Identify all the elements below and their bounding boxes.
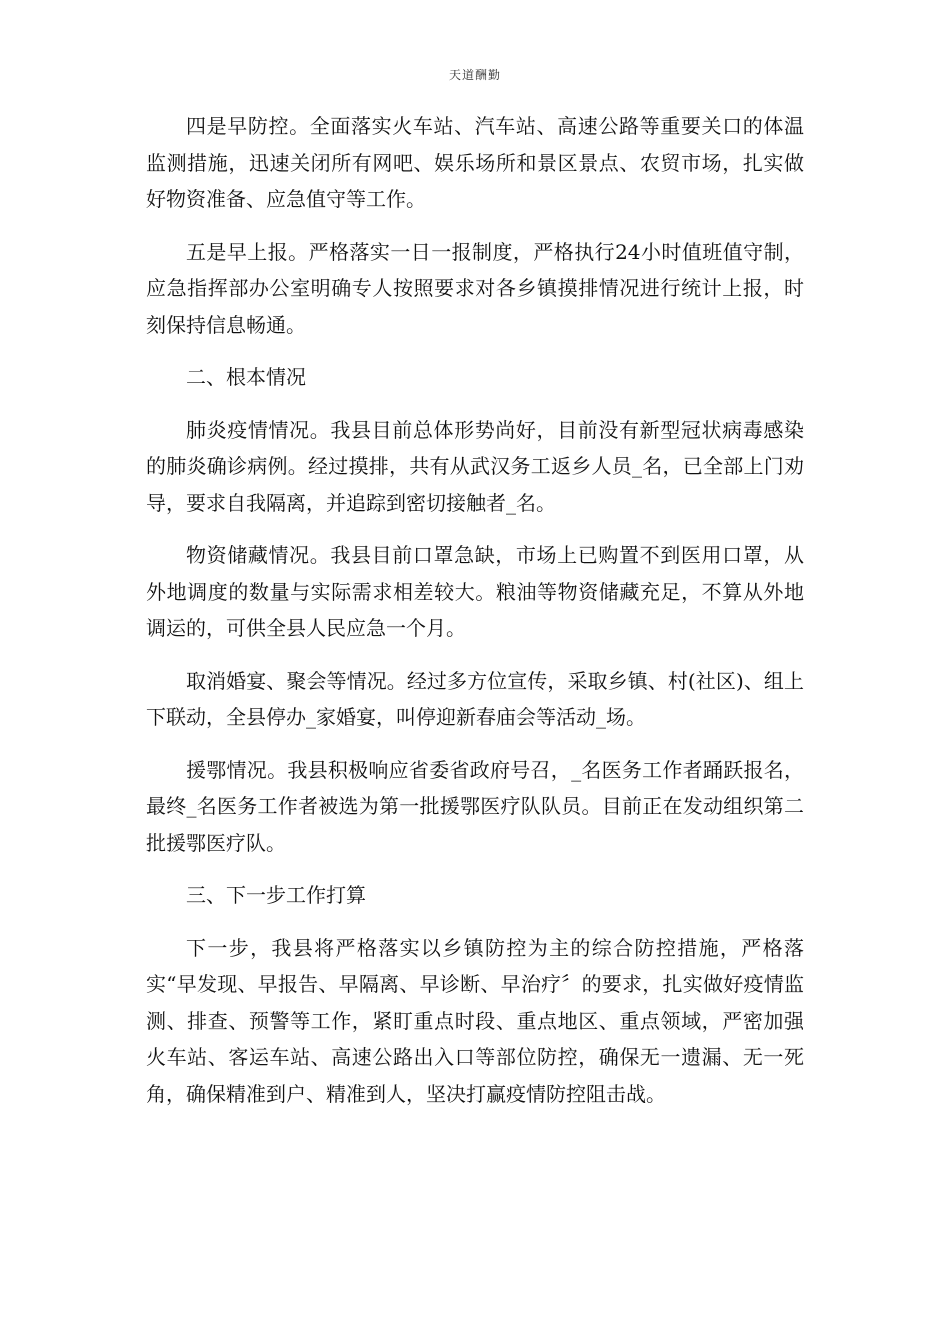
paragraph-next-step-plan: 下一步，我县将严格落实以乡镇防控为主的综合防控措施，严格落实“早发现、早报告、早隔离、早诊断、早治疗〞的要求，扎实做好疫情监测、排查、预警等工作，紧盯重点时段、重点地区、重点领域，严密加强火车站、客运车站、高速公路出入口等部位防控，确保无一遗漏、无一死角，确保精准到户、精准到人，坚决打赢疫情防控阻击战。 [146, 935, 804, 1106]
paragraph-cancel-banquets: 取消婚宴、聚会等情况。经过多方位宣传，采取乡镇、村(社区)、组上下联动，全县停办_家婚宴，叫停迎新春庙会等活动_场。 [146, 668, 804, 729]
section-heading-basic-situation: 二、根本情况 [186, 365, 306, 389]
page-header: 天道酬勤 [448, 68, 501, 82]
paragraph-early-reporting: 五是早上报。严格落实一日一报制度，严格执行24小时值班值守制，应急指挥部办公室明确专人按照要求对各乡镇摸排情况进行统计上报，时刻保持信息畅通。 [146, 239, 804, 337]
document-body [146, 108, 804, 1128]
paragraph-material-reserves: 物资储藏情况。我县目前口罩急缺，市场上已购置不到医用口罩，从外地调度的数量与实际需求相差较大。粮油等物资储藏充足，不算从外地调运的，可供全县人民应急一个月。 [146, 543, 804, 640]
paragraph-aid-hubei: 援鄂情况。我县积极响应省委省政府号召，_名医务工作者踊跃报名，最终_名医务工作者被选为第一批援鄂医疗队队员。目前正在发动组织第二批援鄂医疗队。 [146, 757, 804, 855]
paragraph-epidemic-situation: 肺炎疫情情况。我县目前总体形势尚好，目前没有新型冠状病毒感染的肺炎确诊病例。经过摸排，共有从武汉务工返乡人员_名，已全部上门劝导，要求自我隔离，并追踪到密切接触者_名。 [146, 417, 804, 515]
paragraph-early-prevention: 四是早防控。全面落实火车站、汽车站、高速公路等重要关口的体温监测措施，迅速关闭所有网吧、娱乐场所和景区景点、农贸市场，扎实做好物资准备、应急值守等工作。 [146, 114, 804, 211]
section-heading-next-steps: 三、下一步工作打算 [186, 883, 366, 907]
